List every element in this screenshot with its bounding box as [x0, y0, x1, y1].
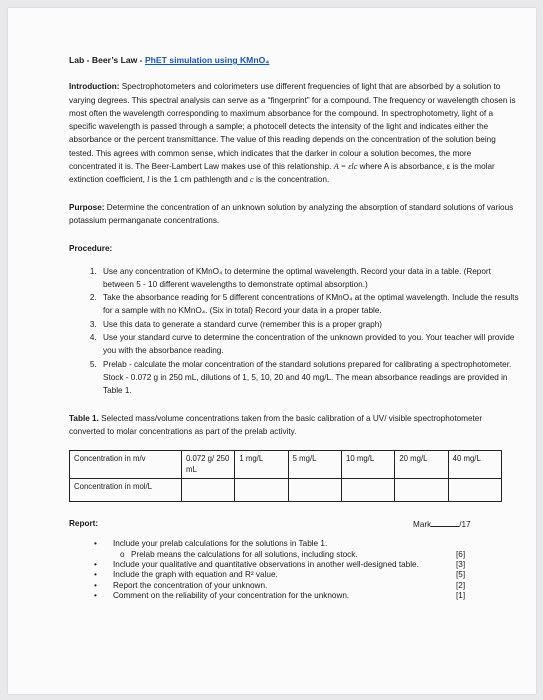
- table-caption-label: Table 1.: [69, 413, 99, 423]
- report-item-points: [1]: [456, 591, 466, 601]
- table-cell[interactable]: [235, 479, 288, 502]
- formula-explanation-start: where A is absorbance, ε is the molar extinction coefficient,: [69, 162, 495, 185]
- mark-blank[interactable]: [431, 517, 459, 527]
- sub-bullet-icon: o: [120, 549, 125, 559]
- report-item-text: Include your qualitative and quantitative observations in another well-designed table.: [113, 559, 419, 569]
- report-item-points: [2]: [456, 580, 466, 590]
- table-cell: 40 mg/L: [448, 451, 501, 479]
- purpose-label: Purpose:: [69, 202, 105, 212]
- report-item-text: Comment on the reliability of your concentration for the unknown.: [113, 591, 350, 601]
- table-cell[interactable]: [448, 479, 501, 502]
- procedure-step: 5. Prelab - calculate the molar concentration of the standard solutions prepared for calibrating a spectrophotometer. Stock - 0.072 g in 250 mL, dilutions of 1, 5, 10, 20 and 40 mg/L. The mean absorbance readings are provided in Table 1.: [99, 358, 519, 398]
- report-subitem: [69, 550, 519, 560]
- table-cell: Concentration in mol/L: [70, 479, 182, 502]
- pathlength-symbol: l: [147, 175, 150, 185]
- introduction-label: Introduction:: [69, 82, 120, 92]
- mark-label: Mark: [413, 520, 432, 530]
- phet-simulation-link[interactable]: PhET simulation using KMnO₄: [144, 55, 270, 65]
- formula-explanation-mid: is the 1 cm pathlength and: [151, 175, 248, 185]
- report-item-points: [6]: [456, 549, 466, 559]
- document-page: [8, 8, 536, 694]
- report-item-points: [5]: [456, 570, 466, 580]
- table-cell: 20 mg/L: [395, 451, 448, 479]
- bullet-icon: •: [94, 580, 97, 590]
- report-item: [69, 581, 519, 591]
- concentration-symbol: c: [250, 175, 254, 185]
- report-item-text: Include the graph with equation and R² value.: [113, 570, 278, 580]
- introduction-paragraph: [69, 80, 519, 186]
- introduction-text: Spectrophotometers and colorimeters use different frequencies of light that are absorbed by a solution to varying degrees. This spectral analysis can serve as a “fingerprint” for a compound. The frequency or wavelength chosen is most often the wavelength corresponding to maximum absorbance for the compound. In spectrophotometry, light of a specific wavelength is passed through a sample; a photocell detects the intensity of the light and indicates either the absorbance or the percent transmittance. The value of this reading depends on the concentration of the solution being tested. This agrees with common sense, which indicates that the darker in colour a solution becomes, the more concentrated it is. The Beer-Lambert Law makes use of this relationship.: [69, 82, 516, 172]
- table-cell[interactable]: [182, 479, 235, 502]
- procedure-step: 4. Use your standard curve to determine the concentration of the unknown provided to you. Your teacher will provide you with the absorbance reading.: [99, 331, 519, 358]
- table-cell: 0.072 g/ 250 mL: [182, 451, 235, 479]
- table-cell: 10 mg/L: [341, 451, 394, 479]
- mark-total: /17: [459, 520, 471, 530]
- bullet-icon: •: [94, 539, 97, 549]
- report-item-points: [3]: [456, 559, 466, 569]
- report-item-text: Report the concentration of your unknown.: [113, 580, 268, 590]
- table-row: [70, 451, 502, 479]
- table-cell: 5 mg/L: [288, 451, 341, 479]
- procedure-step: 3. Use this data to generate a standard curve (remember this is a proper graph): [99, 318, 519, 331]
- procedure-step: 2. Take the absorbance reading for 5 different concentrations of KMnO₄ at the optimal wavelength. Include the results for a sample with no KMnO₄. (Six in total) Record your data in a proper table.: [99, 291, 519, 318]
- table-cell: 1 mg/L: [235, 451, 288, 479]
- table-cell[interactable]: [341, 479, 394, 502]
- formula-explanation-end: is the concentration.: [255, 175, 330, 185]
- report-item: [69, 570, 519, 580]
- report-item-text: Prelab means the calculations for all solutions, including stock.: [131, 549, 358, 559]
- bullet-icon: •: [94, 570, 97, 580]
- document-title: [69, 54, 519, 67]
- procedure-step: 1. Use any concentration of KMnO₄ to determine the optimal wavelength. Record your data in a table. (Report between 5 - 10 different wavelengths to demonstrate optimal absorption.): [99, 265, 519, 292]
- report-item: [69, 591, 519, 601]
- table-cell: Concentration in m/v: [70, 451, 182, 479]
- table-row: [70, 479, 502, 502]
- bullet-icon: •: [94, 559, 97, 569]
- report-item-text: Include your prelab calculations for the solutions in Table 1.: [113, 539, 328, 549]
- report-item: [69, 560, 519, 570]
- beer-lambert-formula: A = εlc: [333, 162, 358, 172]
- purpose-text: Determine the concentration of an unknown solution by analyzing the absorption of standard solutions of various potassium permanganate concentrations.: [69, 202, 514, 225]
- report-label: Report:: [69, 519, 99, 529]
- procedure-list: [69, 265, 519, 398]
- title-prefix: Lab - Beer’s Law -: [69, 55, 145, 65]
- purpose-paragraph: [69, 201, 519, 228]
- concentration-table: [69, 450, 502, 502]
- report-list: [69, 539, 519, 601]
- report-header: [69, 517, 519, 531]
- table-cell[interactable]: [395, 479, 448, 502]
- document-body: [69, 54, 519, 602]
- report-item: [69, 539, 519, 549]
- bullet-icon: •: [94, 591, 97, 601]
- procedure-heading: Procedure:: [69, 244, 113, 254]
- table-caption: [69, 412, 519, 439]
- mark-field: [413, 517, 471, 531]
- table-cell[interactable]: [288, 479, 341, 502]
- table-caption-text: Selected mass/volume concentrations taken from the basic calibration of a UV/ visible spectrophotometer converted to molar concentrations as part of the prelab activity.: [69, 413, 483, 436]
